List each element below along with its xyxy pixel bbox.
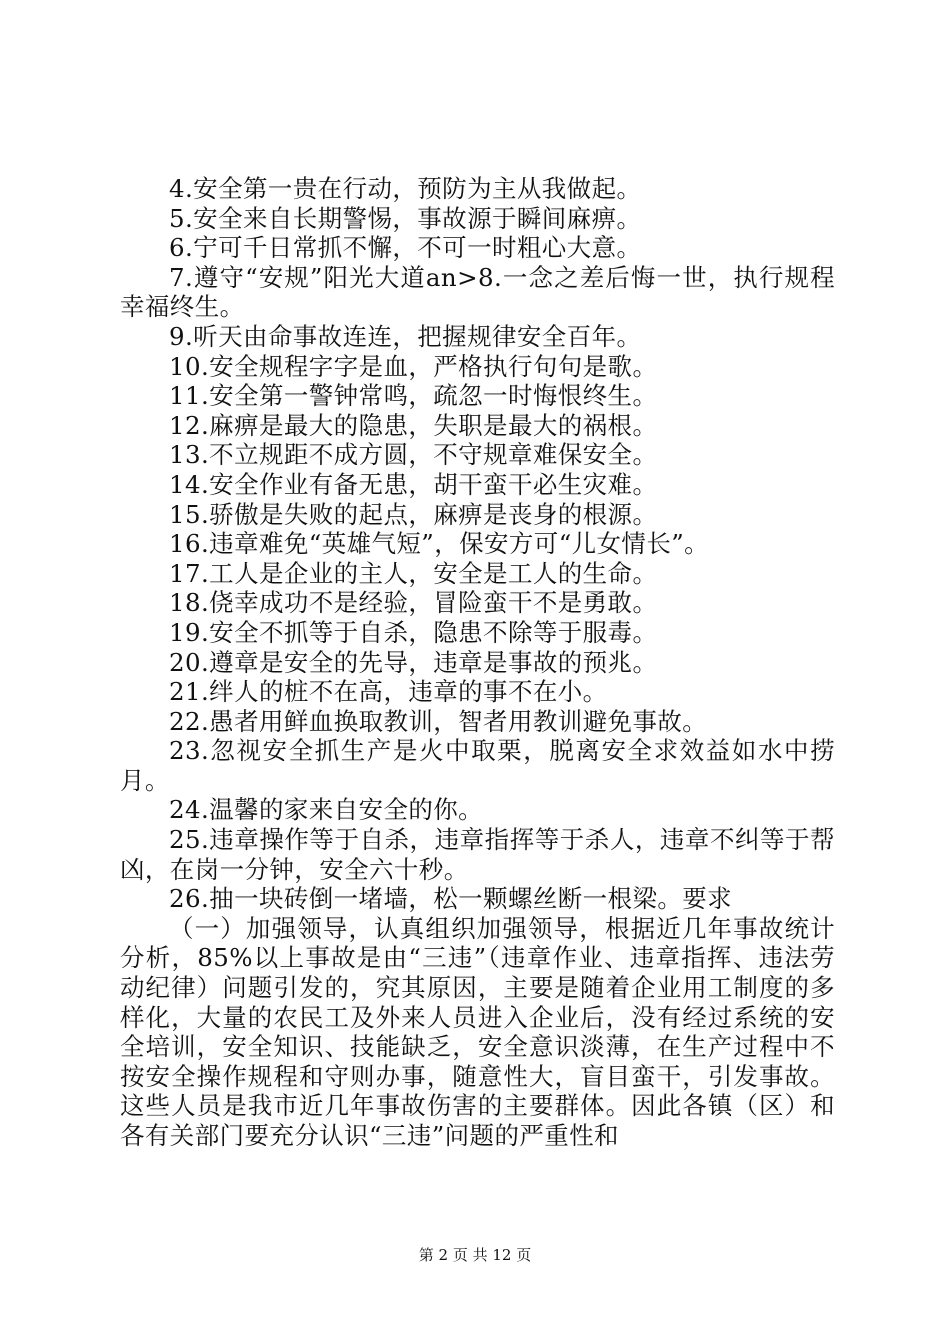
paragraph: 21.绊人的桩不在高，违章的事不在小。: [169, 677, 608, 707]
paragraph: 5.安全来自长期警惕，事故源于瞬间麻痹。: [169, 203, 642, 233]
paragraph: 23.忽视安全抓生产是火中取栗，脱离安全求效益如水中捞月。: [120, 736, 835, 795]
paragraph: 26.抽一块砖倒一堵墙，松一颗螺丝断一根梁。要求: [169, 884, 733, 914]
paragraph: 13.不立规距不成方圆，不守规章难保安全。: [169, 440, 658, 470]
paragraph: 20.遵章是安全的先导，违章是事故的预兆。: [169, 647, 658, 677]
paragraph: 11.安全第一警钟常鸣，疏忽一时悔恨终生。: [169, 381, 658, 411]
page-number-footer: 第 2 页 共 12 页: [418, 1246, 532, 1264]
paragraph: （一）加强领导，认真组织加强领导，根据近几年事故统计分析，85%以上事故是由“三违”（违章作业、违章指挥、违法劳动纪律）问题引发的，究其原因，主要是随着企业用工制度的多样化，大量的农民工及外来人员进入企业后，没有经过系统的安全培训，安全知识、技能缺乏，安全意识淡薄，在生产过程中不按安全操作规程和守则办事，随意性大，盲目蛮干，引发事故。这些人员是我市近几年事故伤害的主要群体。因此各镇（区）和各有关部门要充分认识“三违”问题的严重性和: [120, 913, 835, 1150]
paragraph: 14.安全作业有备无患，胡干蛮干必生灾难。: [169, 469, 658, 499]
paragraph: 16.违章难免“英雄气短”，保安方可“儿女情长”。: [169, 529, 710, 559]
paragraph: 10.安全规程字字是血，严格执行句句是歌。: [169, 351, 658, 381]
paragraph: 18.侥幸成功不是经验，冒险蛮干不是勇敢。: [169, 588, 658, 618]
document-body: [120, 174, 835, 1151]
paragraph: 12.麻痹是最大的隐患，失职是最大的祸根。: [169, 410, 658, 440]
paragraph: 22.愚者用鲜血换取教训，智者用教训避免事故。: [169, 706, 708, 736]
paragraph: 24.温馨的家来自安全的你。: [169, 795, 484, 825]
paragraph: 6.宁可千日常抓不懈，不可一时粗心大意。: [169, 233, 642, 263]
paragraph: 19.安全不抓等于自杀，隐患不除等于服毒。: [169, 617, 658, 647]
paragraph: 17.工人是企业的主人，安全是工人的生命。: [169, 558, 658, 588]
paragraph: 15.骄傲是失败的起点，麻痹是丧身的根源。: [169, 499, 658, 529]
paragraph: 7.遵守“安规”阳光大道an>8.一念之差后悔一世，执行规程幸福终生。: [120, 262, 835, 322]
paragraph: 9.听天由命事故连连，把握规律安全百年。: [169, 321, 642, 351]
paragraph: 4.安全第一贵在行动，预防为主从我做起。: [169, 174, 642, 203]
paragraph: 25.违章操作等于自杀，违章指挥等于杀人，违章不纠等于帮凶，在岗一分钟，安全六十秒。: [120, 825, 835, 884]
